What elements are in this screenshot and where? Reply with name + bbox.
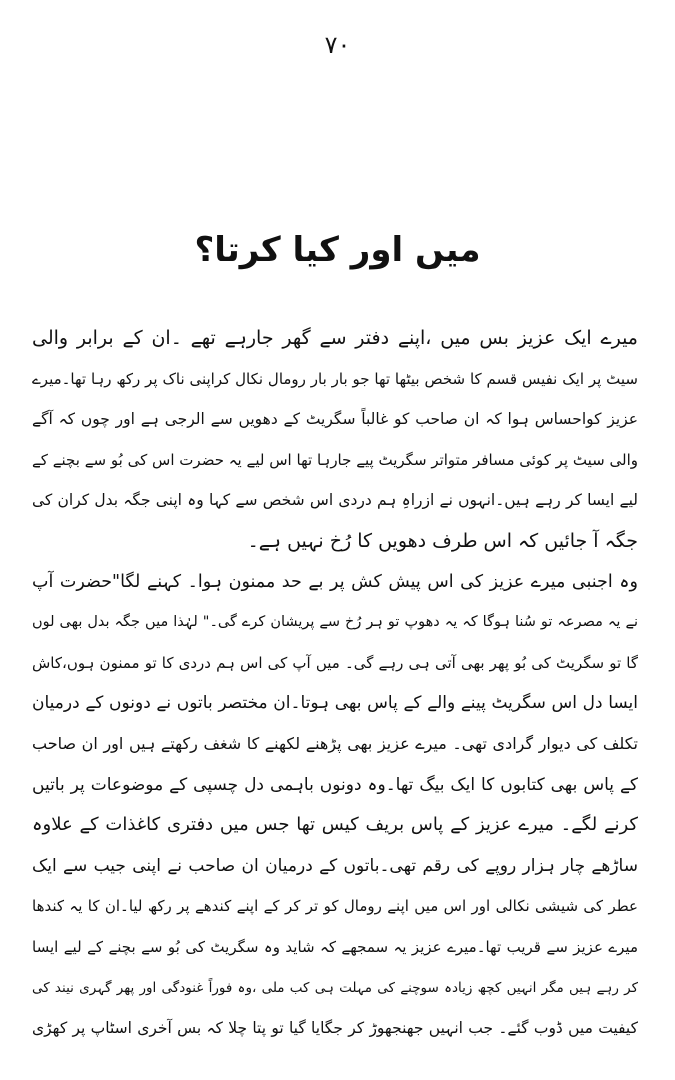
text-line: نے یہ مصرعہ تو سُنا ہوگا کہ یہ دھوپ تو ہر رُخ سے پریشان کرے گی۔" لہٰذا میں جگہ بدل بھی لوں [32,614,638,631]
paragraph [32,562,638,1049]
text-line: کرنے لگے۔ میرے عزیز کے پاس بریف کیس تھا جس میں دفتری کاغذات کے علاوہ [32,814,638,836]
text-line: تکلف کی دیوار گرادی تھی۔ میرے عزیز بھی پڑھنے لکھنے کا شغف رکھتے ہیں اور ان صاحب [32,733,638,753]
text-line: والی سیٹ پر کوئی مسافر متواتر سگریٹ پیے جارہا تھا اس لیے یہ حضرت اس کی بُو سے بچنے کے [32,450,638,469]
text-line: ساڑھے چار ہزار روپے کی رقم تھی۔باتوں کے درمیان ان صاحب نے اپنی جیب سے ایک [32,855,638,876]
body-text [32,318,638,1049]
text-line: میرے ایک عزیز بس میں ،اپنے دفتر سے گھر جارہے تھے ۔ان کے برابر والی [32,327,638,349]
text-line: کیفیت میں ڈوب گئے۔ جب انہیں جھنجھوڑ کر جگایا گیا تو پتا چلا کہ بس آخری اسٹاپ پر کھڑی [32,1019,638,1038]
text-line: وہ اجنبی میرے عزیز کی اس پیش کش پر بے حد ممنون ہوا۔ کہنے لگا"حضرت آپ [32,571,638,592]
text-line: عزیز کواحساس ہوا کہ ان صاحب کو غالباً سگریٹ کے دھویں سے الرجی ہے اور چوں کہ آگے [32,410,638,429]
chapter-title: میں اور کیا کرتا؟ [194,230,481,270]
text-line: میرے عزیز سے قریب تھا۔میرے عزیز یہ سمجھے کہ شاید وہ سگریٹ کی بُو سے بچنے کے لیے ایسا [32,937,638,956]
paragraph [32,318,638,562]
text-line: سیٹ پر ایک نفیس قسم کا شخص بیٹھا تھا جو بار بار رومال نکال کراپنی ناک پر رکھ رہا تھا۔میرے [32,369,638,388]
page-number: ۷۰ [324,31,351,59]
text-line: ایسا دل اس سگریٹ پینے والے کے پاس بھی ہوتا۔ان مختصر باتوں نے دونوں کے درمیان [32,693,638,714]
text-line: لیے ایسا کر رہے ہیں۔انہوں نے ازراہِ ہم دردی اس شخص سے کہا وہ اپنی جگہ بدل کران کی [32,491,638,510]
text-line: کے پاس بھی کتابوں کا ایک بیگ تھا۔وہ دونوں باہمی دل چسپی کے موضوعات پر باتیں [32,774,638,795]
text-line: عطر کی شیشی نکالی اور اس میں اپنے رومال کو تر کر کے اپنے کندھے پر رکھ لیا۔ان کا یہ کندھا [32,897,638,916]
text-line: جگہ آ جائیں کہ اس طرف دھویں کا رُخ نہیں ہے۔ [247,529,638,552]
text-line: کر رہے ہیں مگر انہیں کچھ زیادہ سوچنے کی مہلت ہی کب ملی ،وہ فوراً غنودگی اور پھر گہری نیند کی [32,979,638,996]
text-line: گا تو سگریٹ کی بُو پھر بھی آتی ہی رہے گی۔ میں آپ کی اس ہم دردی کا تو ممنون ہوں،کاش [32,653,638,672]
